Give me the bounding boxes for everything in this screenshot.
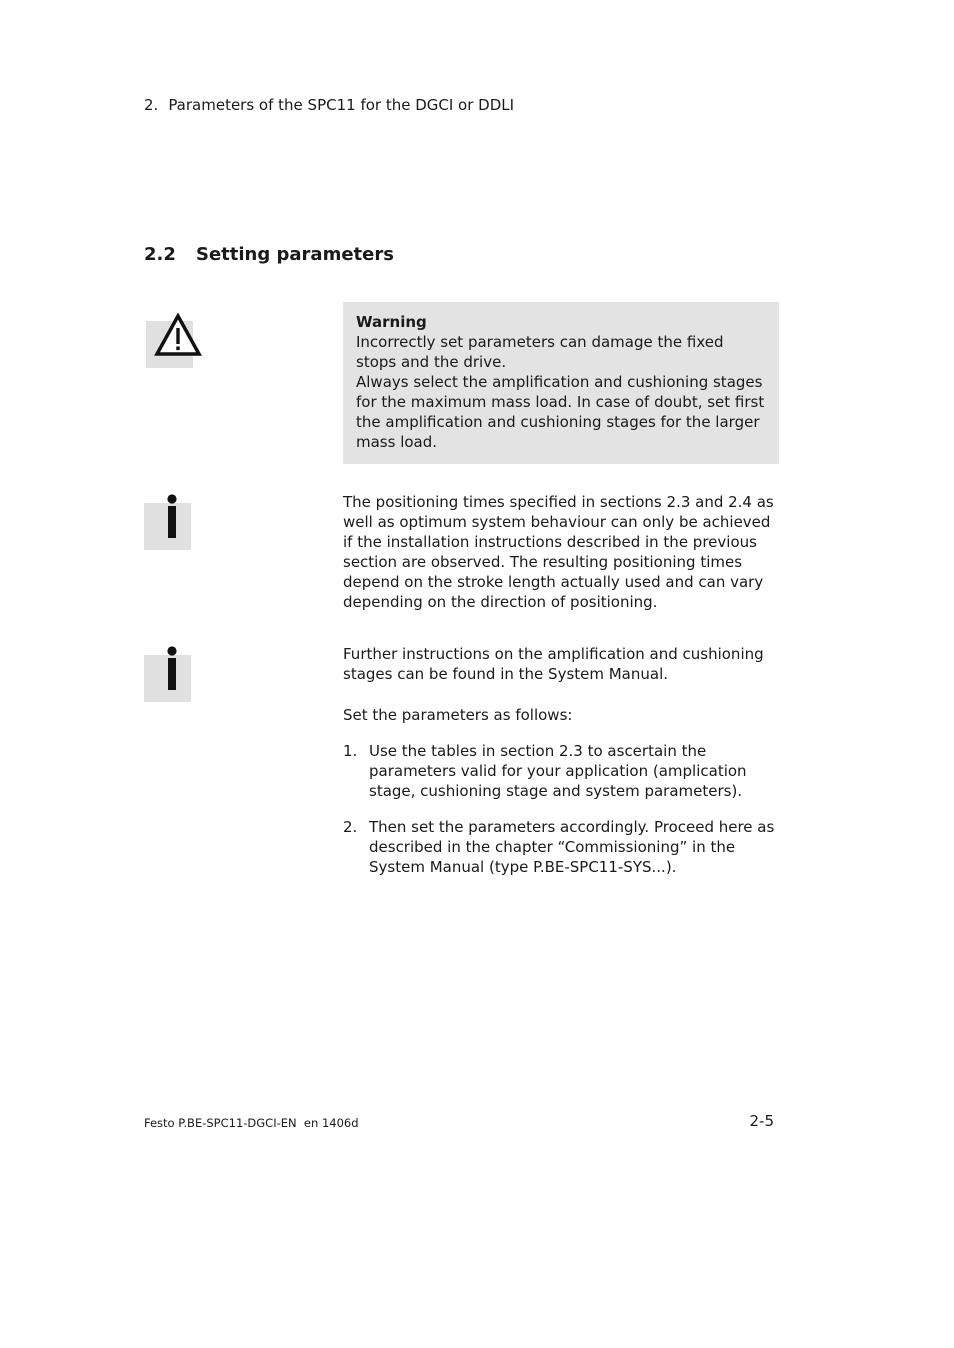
footer-document-id: Festo P.BE-SPC11-DGCI-EN en 1406d [144,1116,359,1130]
section-title: Setting parameters [196,244,394,265]
step-text: Use the tables in section 2.3 to ascertain the parameters valid for your application (amplication stage, cushioning stage and system parameters). [369,742,747,800]
step-number: 2. [343,818,358,836]
section-number: 2.2 [144,244,176,265]
note-paragraph-2: Further instructions on the amplification and cushioning stages can be found in the System Manual. [343,645,764,683]
warning-text-2: Always select the amplification and cushioning stages for the maximum mass load. In case of doubt, set first the amplification and cushioning stages for the larger mass load. [356,373,765,451]
info-icon [165,646,179,692]
steps-intro: Set the parameters as follows: [343,706,573,724]
page-number: 2-5 [749,1112,774,1130]
warning-title: Warning [356,313,427,331]
chapter-title: Parameters of the SPC11 for the DGCI or DDLI [168,96,515,114]
warning-text-1: Incorrectly set parameters can damage the fixed stops and the drive. [356,333,724,371]
info-icon-box [144,503,191,550]
step-number: 1. [343,742,358,760]
chapter-number: 2. [144,96,159,114]
running-header [144,95,514,115]
note-paragraph-1: The positioning times specified in sections 2.3 and 2.4 as well as optimum system behaviour can only be achieved if the installation instructions described in the previous section are observed. The resulting positioning times depend on the stroke length actually used and can vary depending on the direction of positioning. [343,493,774,611]
info-icon [165,494,179,540]
warning-triangle-icon [154,313,202,357]
warning-icon-box [146,321,193,368]
warning-box [343,302,779,464]
info-icon-box [144,655,191,702]
step-text: Then set the parameters accordingly. Proceed here as described in the chapter “Commissioning” in the System Manual (type P.BE-SPC11-SYS...). [369,818,775,876]
section-heading [144,243,394,267]
